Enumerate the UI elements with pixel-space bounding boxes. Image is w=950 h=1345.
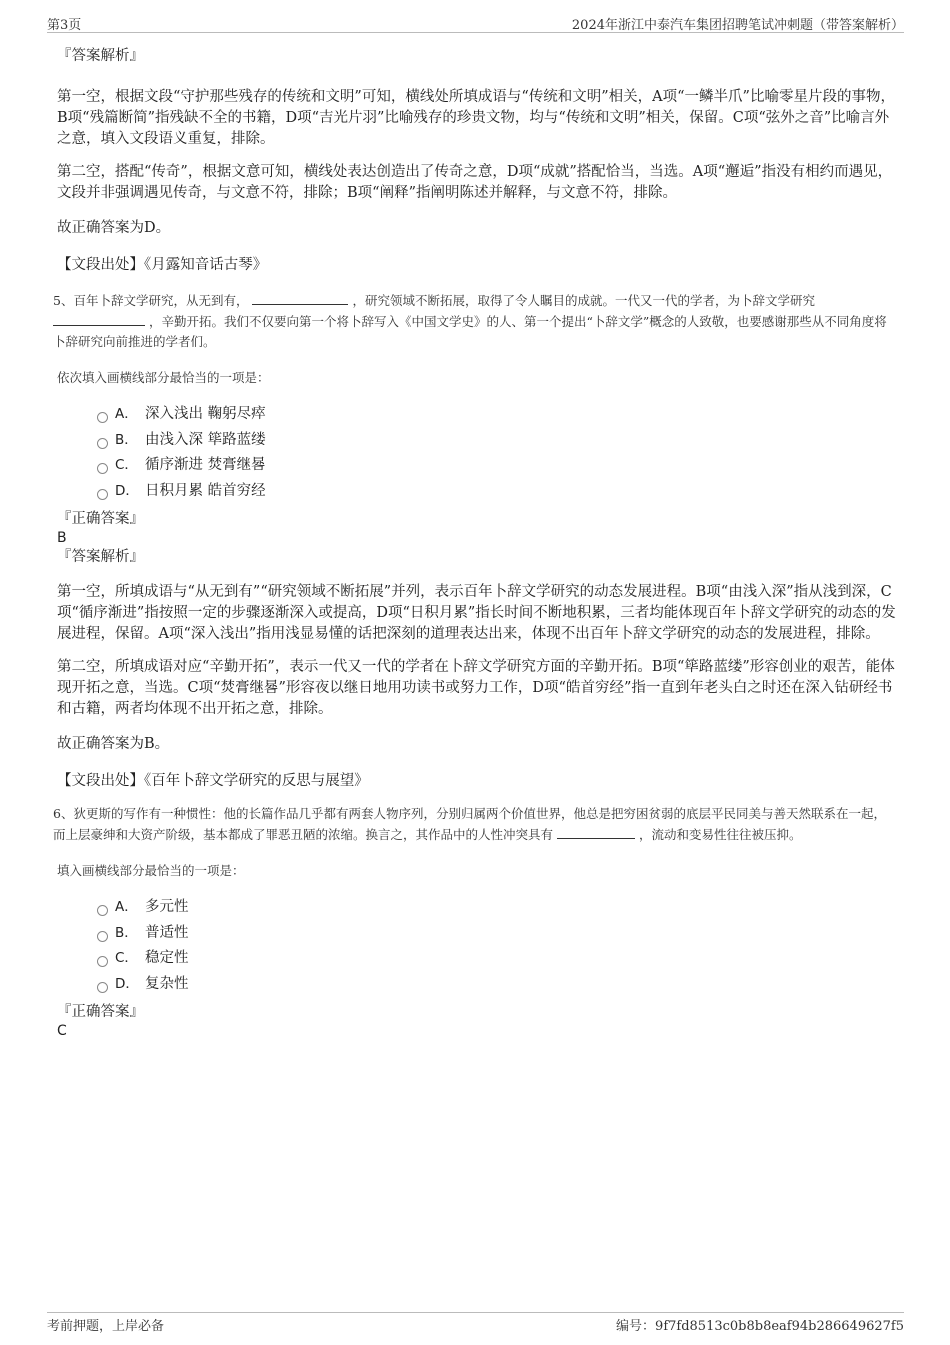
option-a[interactable]: A． 多元性	[97, 895, 897, 921]
answer-title: 『正确答案』	[57, 511, 144, 527]
fill-blank	[557, 824, 635, 839]
radio-button[interactable]	[97, 905, 108, 916]
document-code: 编号：9f7fd8513c0b8b8eaf94b286649627f5	[616, 1319, 904, 1334]
question-stem: 6、狄更斯的写作有一种惯性：他的长篇作品几乎都有两套人物序列，分别归属两个价值世界，他总是把穷困贫弱的底层平民同美与善天然联系在一起，而上层豪绅和大资产阶级，基本都成了罪恶丑陋的浓缩。换言之，其作品中的人性冲突具有 ，流动和变易性往往被压抑。	[53, 806, 886, 842]
option-c[interactable]: C． 循序渐进 焚膏继晷	[97, 453, 897, 479]
question-number: 5、	[53, 293, 74, 308]
radio-button[interactable]	[97, 982, 108, 993]
radio-button[interactable]	[97, 412, 108, 423]
source-title: 《月露知音话古琴》	[144, 257, 268, 273]
answer-value: B	[57, 530, 67, 546]
page-content	[53, 38, 897, 1040]
question-stem: 5、百年卜辞文学研究，从无到有， ，研究领域不断拓展，取得了令人瞩目的成就。一代又一代的学者，为卜辞文学研究，辛勤开拓。我们不仅要向第一个将卜辞写入《中国文学史》的人、第一个提出“卜辞文学”概念的人致敬，也要感谢那些从不同角度将卜辞研究向前推进的学者们。	[53, 290, 897, 352]
radio-button[interactable]	[97, 956, 108, 967]
option-d[interactable]: D． 日积月累 皓首穷经	[97, 479, 897, 505]
analysis-title: 『答案解析』	[57, 549, 144, 565]
analysis-paragraph: 第一空，所填成语与“从无到有”“研究领域不断拓展”并列，表示百年卜辞文学研究的动态发展进程。B项“由浅入深”指从浅到深，C项“循序渐进”指按照一定的步骤逐渐深入或提高，D项“日积月累”指长时间不断地积累，三者均能体现百年卜辞文学研究的动态的发展进程，保留。A项“深入浅出”指用浅显易懂的话把深刻的道理表达出来，体现不出百年卜辞文学研究的动态的发展进程，排除。	[57, 584, 896, 642]
option-d[interactable]: D． 复杂性	[97, 972, 897, 998]
answer-title: 『正确答案』	[57, 1004, 144, 1020]
source-label: 【文段出处】	[57, 257, 144, 273]
source	[57, 771, 897, 792]
source-title: 《百年卜辞文学研究的反思与展望》	[144, 773, 369, 789]
fill-blank	[53, 311, 145, 326]
option-b[interactable]: B． 由浅入深 筚路蓝缕	[97, 428, 897, 454]
page-footer	[47, 1312, 904, 1333]
fill-blank	[252, 290, 348, 305]
option-b[interactable]: B． 普适性	[97, 921, 897, 947]
option-list	[97, 402, 897, 504]
conclusion: 故正确答案为B。	[57, 736, 170, 752]
source	[57, 255, 897, 276]
analysis-paragraph: 第二空，所填成语对应“辛勤开拓”，表示一代又一代的学者在卜辞文学研究方面的辛勤开拓。B项“筚路蓝缕”形容创业的艰苦，能体现开拓之意，当选。C项“焚膏继晷”形容夜以继日地用功读书或努力工作，D项“皓首穷经”指一直到年老头白之时还在深入钻研经书和古籍，两者均体现不出开拓之意，排除。	[57, 659, 895, 717]
document-title: 2024年浙江中泰汽车集团招聘笔试冲刺题（带答案解析）	[571, 18, 904, 33]
analysis-paragraph: 第二空，搭配“传奇”，根据文意可知，横线处表达创造出了传奇之意，D项“成就”搭配恰当，当选。A项“邂逅”指没有相约而遇见，文段并非强调遇见传奇，与文意不符，排除；B项“阐释”指阐明陈述并解释，与文意不符，排除。	[57, 164, 893, 201]
option-list	[97, 895, 897, 997]
page-number: 第3页	[47, 18, 82, 33]
option-c[interactable]: C． 稳定性	[97, 946, 897, 972]
radio-button[interactable]	[97, 931, 108, 942]
page-header	[47, 14, 904, 33]
question-prompt: 依次填入画横线部分最恰当的一项是：	[57, 370, 270, 385]
option-a[interactable]: A． 深入浅出 鞠躬尽瘁	[97, 402, 897, 428]
radio-button[interactable]	[97, 463, 108, 474]
footer-slogan: 考前押题，上岸必备	[47, 1319, 165, 1334]
answer-value: C	[57, 1023, 67, 1039]
conclusion: 故正确答案为D。	[57, 220, 171, 236]
analysis-title: 『答案解析』	[57, 48, 144, 64]
source-label: 【文段出处】	[57, 773, 144, 789]
question-prompt: 填入画横线部分最恰当的一项是：	[57, 863, 245, 878]
analysis-paragraph: 第一空，根据文段“守护那些残存的传统和文明”可知，横线处所填成语与“传统和文明”相关，A项“一鳞半爪”比喻零星片段的事物，B项“残篇断简”指残缺不全的书籍，D项“吉光片羽”比喻残存的珍贵文物，均与“传统和文明”相关，保留。C项“弦外之音”比喻言外之意，填入文段语义重复，排除。	[57, 89, 895, 147]
radio-button[interactable]	[97, 438, 108, 449]
question-number: 6、	[53, 806, 74, 821]
radio-button[interactable]	[97, 489, 108, 500]
